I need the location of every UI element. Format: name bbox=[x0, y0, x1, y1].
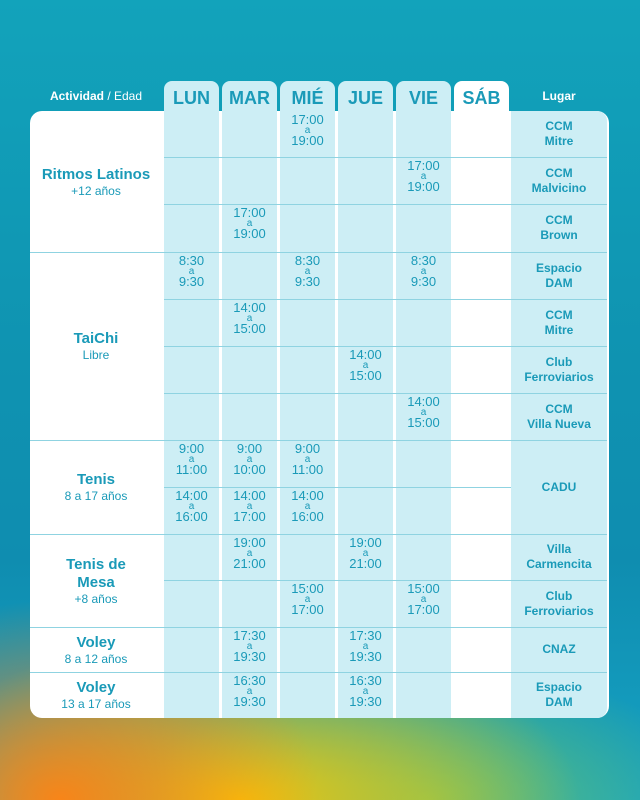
time-slot bbox=[280, 490, 335, 523]
activity-name: Voley bbox=[76, 633, 116, 651]
time-start: 17:00 bbox=[407, 158, 440, 173]
time-slot bbox=[396, 255, 451, 288]
time-slot bbox=[280, 583, 335, 616]
time-start: 14:00 bbox=[291, 488, 324, 503]
place-cell bbox=[511, 534, 607, 580]
time-slot bbox=[396, 396, 451, 429]
activity-name: Voley bbox=[76, 679, 116, 696]
time-connector: a bbox=[246, 218, 253, 229]
time-end: 19:00 bbox=[233, 226, 266, 241]
time-connector: a bbox=[246, 686, 253, 697]
place-line2: Ferroviarios bbox=[524, 369, 594, 384]
place-cell bbox=[511, 672, 607, 718]
time-start: 15:00 bbox=[407, 581, 440, 596]
time-end: 10:00 bbox=[233, 462, 266, 477]
time-slot bbox=[338, 675, 393, 708]
time-connector: a bbox=[362, 548, 369, 559]
time-connector: a bbox=[420, 407, 427, 418]
time-slot bbox=[222, 443, 277, 476]
time-end: 21:00 bbox=[233, 556, 266, 571]
time-end: 17:00 bbox=[407, 602, 440, 617]
time-start: 17:30 bbox=[233, 628, 266, 643]
place-line1: CCM bbox=[545, 213, 573, 227]
time-connector: a bbox=[246, 548, 253, 559]
time-slot bbox=[222, 537, 277, 570]
time-connector: a bbox=[246, 454, 253, 465]
day-header-jue: JUE bbox=[338, 81, 393, 119]
place-cell bbox=[511, 393, 607, 440]
time-end: 11:00 bbox=[175, 462, 208, 477]
place-cell bbox=[511, 157, 607, 204]
time-connector: a bbox=[246, 501, 253, 512]
place-line1: CCM bbox=[545, 401, 573, 416]
time-start: 9:00 bbox=[178, 441, 205, 456]
time-connector: a bbox=[420, 171, 427, 182]
time-connector: a bbox=[304, 454, 311, 465]
time-slot bbox=[396, 160, 451, 193]
place-line1: Villa bbox=[546, 542, 572, 556]
time-connector: a bbox=[420, 266, 427, 277]
time-end: 15:00 bbox=[233, 321, 266, 336]
time-end: 15:00 bbox=[349, 368, 382, 383]
place-line1: CCM bbox=[545, 307, 573, 322]
time-start: 17:30 bbox=[349, 628, 382, 643]
time-slot bbox=[164, 443, 219, 476]
time-end: 16:00 bbox=[291, 509, 324, 524]
activity-age: 13 a 17 años bbox=[61, 697, 131, 711]
place-line2: Mitre bbox=[544, 322, 574, 337]
time-slot bbox=[280, 443, 335, 476]
time-end: 9:30 bbox=[410, 274, 437, 289]
time-slot bbox=[222, 302, 277, 335]
header-edad: Edad bbox=[114, 89, 143, 103]
place-cell bbox=[511, 299, 607, 346]
time-end: 15:00 bbox=[407, 415, 440, 430]
activity-tenis bbox=[30, 440, 162, 534]
activity-name: Tenis bbox=[76, 471, 116, 488]
activity-age: 8 a 12 años bbox=[64, 651, 128, 666]
time-start: 14:00 bbox=[175, 488, 208, 503]
time-connector: a bbox=[362, 641, 369, 652]
time-end: 19:00 bbox=[407, 179, 440, 194]
place-line2: Carmencita bbox=[526, 557, 592, 571]
time-end: 19:30 bbox=[349, 649, 382, 664]
activity-taichi bbox=[30, 252, 162, 440]
place-cell bbox=[511, 204, 607, 252]
time-slot bbox=[222, 630, 277, 663]
time-slot bbox=[338, 537, 393, 570]
place-line2: Brown bbox=[540, 228, 578, 242]
activity-tenis-de-mesa bbox=[30, 534, 162, 627]
activity-age: Libre bbox=[82, 348, 110, 362]
place-line2: DAM bbox=[545, 275, 573, 290]
time-slot bbox=[222, 675, 277, 708]
time-slot bbox=[164, 490, 219, 523]
header-actividad: Actividad bbox=[49, 89, 104, 103]
time-connector: a bbox=[246, 641, 253, 652]
time-connector: a bbox=[188, 501, 195, 512]
place-cell bbox=[511, 580, 607, 627]
time-slot bbox=[396, 583, 451, 616]
place-cell bbox=[511, 346, 607, 393]
activity-name: Tenis de Mesa bbox=[66, 555, 126, 591]
time-end: 9:30 bbox=[294, 274, 321, 289]
time-start: 15:00 bbox=[291, 581, 324, 596]
place-line2: Malvicino bbox=[531, 180, 587, 195]
day-header-mar: MAR bbox=[222, 81, 277, 119]
place-cell bbox=[511, 440, 607, 534]
time-connector: a bbox=[188, 454, 195, 465]
time-start: 8:30 bbox=[178, 253, 205, 268]
header-actividad-edad bbox=[30, 81, 162, 111]
activity-name: Ritmos Latinos bbox=[41, 165, 151, 183]
time-start: 14:00 bbox=[407, 394, 440, 409]
place-line1: Club bbox=[545, 354, 573, 369]
place-cell bbox=[511, 111, 607, 157]
day-header-vie: VIE bbox=[396, 81, 451, 119]
place-cell bbox=[511, 252, 607, 299]
place-line2: DAM bbox=[545, 695, 573, 709]
time-connector: a bbox=[188, 266, 195, 277]
time-start: 17:00 bbox=[233, 205, 266, 220]
time-start: 16:30 bbox=[349, 673, 382, 688]
time-end: 21:00 bbox=[349, 556, 382, 571]
place-cell bbox=[511, 627, 607, 672]
time-connector: a bbox=[246, 313, 253, 324]
activity-name: TaiChi bbox=[73, 330, 119, 347]
time-start: 8:30 bbox=[294, 253, 321, 268]
time-slot bbox=[280, 255, 335, 288]
time-end: 19:30 bbox=[349, 694, 382, 709]
time-start: 14:00 bbox=[233, 488, 266, 503]
time-connector: a bbox=[420, 594, 427, 605]
time-start: 8:30 bbox=[410, 253, 437, 268]
time-slot bbox=[222, 490, 277, 523]
time-end: 19:00 bbox=[291, 133, 324, 148]
time-slot bbox=[338, 349, 393, 382]
time-start: 14:00 bbox=[349, 347, 382, 362]
time-slot bbox=[338, 630, 393, 663]
time-end: 19:30 bbox=[233, 649, 266, 664]
time-start: 19:00 bbox=[233, 535, 266, 550]
time-end: 9:30 bbox=[178, 274, 205, 289]
header-lugar: Lugar bbox=[542, 89, 576, 103]
place-line1: CADU bbox=[541, 479, 577, 494]
time-end: 16:00 bbox=[175, 509, 208, 524]
place-line1: CCM bbox=[545, 119, 573, 133]
time-start: 16:30 bbox=[233, 673, 266, 688]
place-line1: CCM bbox=[545, 165, 573, 180]
place-line1: Club bbox=[545, 588, 573, 603]
time-end: 11:00 bbox=[291, 462, 324, 477]
place-line2: Mitre bbox=[544, 134, 574, 148]
time-start: 9:00 bbox=[236, 441, 263, 456]
activity-age: +8 años bbox=[74, 591, 118, 606]
time-end: 19:30 bbox=[233, 694, 266, 709]
place-line1: Espacio bbox=[535, 260, 583, 275]
time-connector: a bbox=[304, 594, 311, 605]
place-line1: Espacio bbox=[535, 680, 583, 694]
time-start: 19:00 bbox=[349, 535, 382, 550]
header-separator: / bbox=[103, 89, 114, 103]
activity-voley-13-17 bbox=[30, 672, 162, 718]
activity-age: +12 años bbox=[71, 183, 121, 198]
time-end: 17:00 bbox=[291, 602, 324, 617]
day-header-mie: MIÉ bbox=[280, 81, 335, 119]
place-line2: Ferroviarios bbox=[524, 603, 594, 618]
time-connector: a bbox=[362, 360, 369, 371]
time-start: 9:00 bbox=[294, 441, 321, 456]
day-header-sab: SÁB bbox=[454, 81, 509, 119]
time-connector: a bbox=[362, 686, 369, 697]
day-header-lun: LUN bbox=[164, 81, 219, 119]
time-start: 17:00 bbox=[291, 112, 324, 127]
activity-age: 8 a 17 años bbox=[64, 489, 128, 503]
time-end: 17:00 bbox=[233, 509, 266, 524]
place-line1: CNAZ bbox=[542, 642, 576, 656]
activity-voley-8-12 bbox=[30, 627, 162, 672]
time-slot bbox=[164, 255, 219, 288]
activity-ritmos-latinos bbox=[30, 111, 162, 252]
time-connector: a bbox=[304, 125, 311, 136]
time-slot bbox=[280, 114, 335, 147]
time-connector: a bbox=[304, 501, 311, 512]
time-connector: a bbox=[304, 266, 311, 277]
row-divider bbox=[164, 487, 511, 488]
time-slot bbox=[222, 207, 277, 240]
place-line2: Villa Nueva bbox=[527, 416, 591, 431]
time-start: 14:00 bbox=[233, 300, 266, 315]
